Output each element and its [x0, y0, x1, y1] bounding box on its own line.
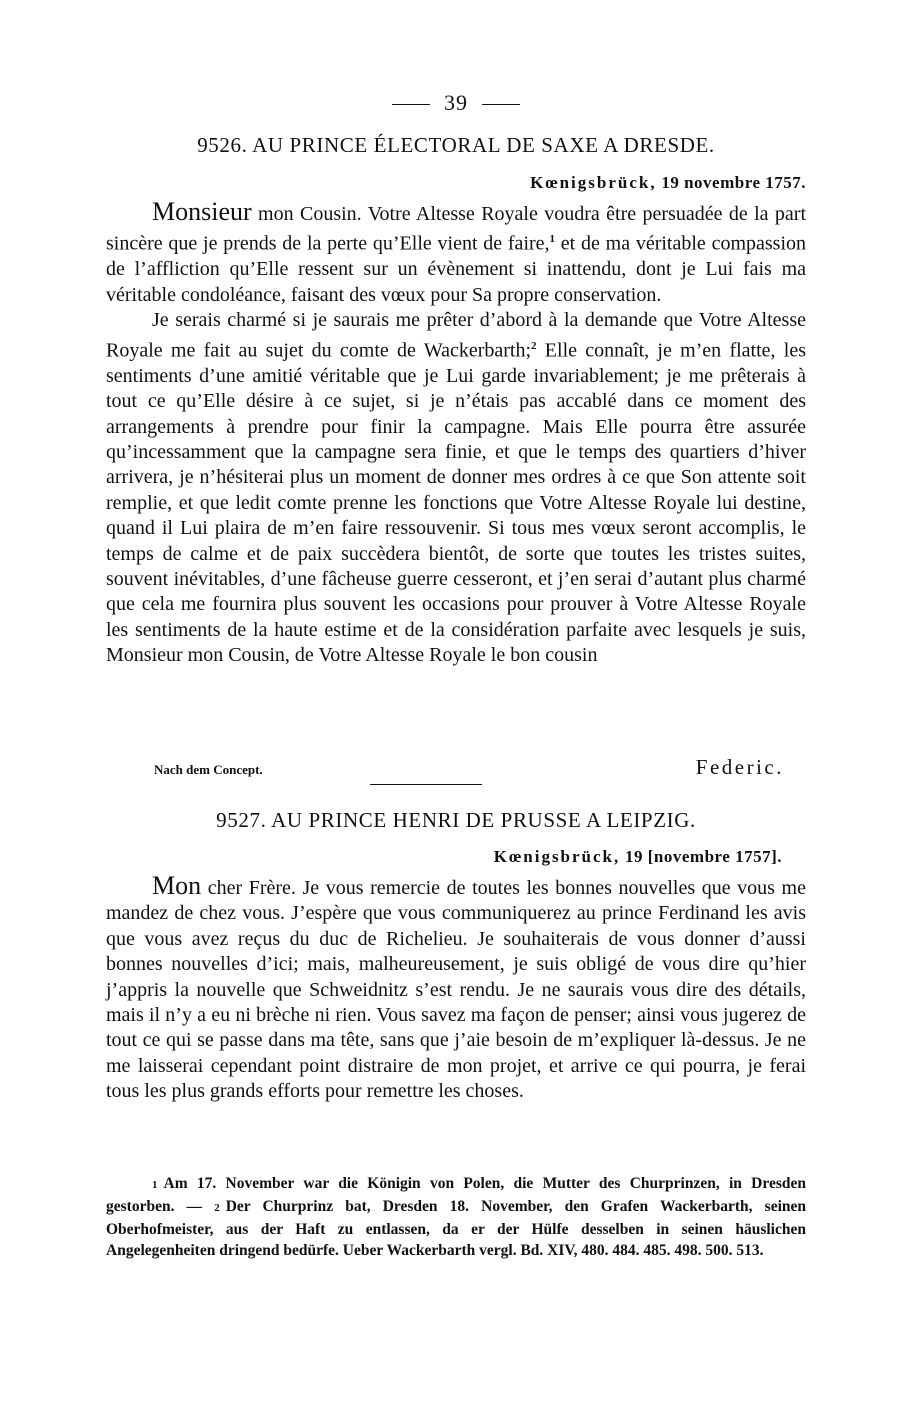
letter-9526-p1-end: et de ma véritable compassion de l’affliction qu’Elle ressent sur un évènement si inattendu, dont je Lui fais ma véritable condoléance, faisant des vœux pour Sa propre conservation.: [106, 233, 806, 306]
letter-9527-dateline: [494, 847, 782, 867]
letter-9526-p2-text: Je serais charmé si je saurais me prêter d’abord à la demande que Votre Altesse Royale me fait au sujet du comte de Wackerbarth;: [106, 309, 806, 362]
footnote-block: [106, 1173, 806, 1261]
letter-9526-p2-end: Elle connaît, je m’en flatte, les sentiments d’une amitié véritable que je Lui garde invariablement; je me prêterais à tout ce qu’Elle désire à ce sujet, si je n’étais pas accablé dans ce moment des arrangements à prendre pour finir la campagne. Mais Elle pourra être assurée qu’incessamment que la campagne sera finie, et que le temps des quartiers d’hiver arrivera, je n’hésiterai plus un moment de donner mes ordres à ce que Son attente soit remplie, et que ledit comte prenne les fonctions que Votre Altesse Royale lui destine, quand il Lui plaira de m’en faire ressouvenir. Si tous mes vœux seront accomplis, le temps de calme et de paix succèdera bientôt, de sorte que toutes les tristes suites, souvent inévitables, d’une fâcheuse guerre cesseront, et j’en serai d’autant plus charmé que cela me fournira plus souvent les occasions pour prouver à Votre Altesse Royale les sentiments de la haute estime et de la considération parfaite avec lesquels je suis, Monsieur mon Cousin, de Votre Altesse Royale le bon cousin: [106, 339, 806, 667]
folio-dash-left: [392, 104, 430, 105]
source-note: Nach dem Concept.: [154, 762, 263, 777]
letter-9526-salutation: Monsieur: [152, 197, 252, 226]
footnote-1-mark: 1: [152, 1179, 158, 1191]
letter-9526-paragraph-2: [106, 308, 806, 668]
letter-9526-body: [106, 199, 806, 669]
letter-9526-p1-text: mon Cousin. Votre Altesse Royale voudra être persuadée de la part sincère que je prends de la perte qu’Elle vient de faire,: [106, 203, 806, 256]
letter-9526-date: 19 novembre 1757.: [661, 173, 806, 192]
letter-9527-heading: 9527. AU PRINCE HENRI DE PRUSSE A LEIPZIG.: [216, 808, 696, 832]
letter-9527-p1-text: cher Frère. Je vous remercie de toutes les bonnes nouvelles que vous me mandez de chez vous. J’espère que vous communiquerez au prince Ferdinand les avis que vous avez reçus du duc de Richelieu. Je souhaiterais de vous donner d’aussi bonnes nouvelles d’ici; mais, malheureusement, je suis obligé de vous dire qu’hier j’appris la nouvelle que Schweidnitz s’est rendu. Je ne saurais vous dire des détails, mais il n’y a eu ni brèche ni rien. Vous savez ma façon de penser; ainsi vous jugerez de tout ce qui se passe dans ma tête, sans que j’aie besoin de m’expliquer là-dessus. Je ne me laisserai cependant point distraire de mon projet, et arrive ce qui pourra, je ferai tous les plus grands efforts pour remettre les choses.: [106, 877, 806, 1103]
footnote-2-mark: 2: [214, 1202, 220, 1214]
letter-9527-body: [106, 873, 806, 1105]
footnote-ref-1: 1: [549, 233, 556, 246]
footnotes: [106, 1173, 806, 1261]
section-divider: [370, 784, 482, 785]
letter-9527-date: 19 [novembre 1757].: [625, 847, 782, 866]
footnote-2-text: Der Churprinz bat, Dresden 18. November, den Grafen Wackerbarth, seinen Oberhofmeister, aus der Haft zu entlassen, da er der Hülfe desselben in seinen häuslichen Angelegenheiten dringend bedürfe. Ueber Wackerbarth vergl. Bd. XIV, 480. 484. 485. 498. 500. 513.: [106, 1198, 807, 1259]
page-number: [106, 90, 806, 116]
footnote-ref-2: 2: [531, 339, 537, 352]
letter-9527-paragraph-1: [106, 873, 806, 1105]
letter-9527-place: Kœnigsbrück,: [493, 847, 621, 866]
letter-9527-salutation: Mon: [152, 871, 202, 900]
letter-9526-paragraph-1: [106, 199, 806, 308]
letter-9526-heading: 9526. AU PRINCE ÉLECTORAL DE SAXE A DRESDE.: [197, 133, 715, 157]
signature: Federic.: [695, 755, 784, 779]
folio-dash-right: [482, 104, 520, 105]
footnote-1-text: Am 17. November war die Königin von Polen, die Mutter des Churprinzen, in Dresden gestorben. —: [106, 1175, 806, 1215]
page-number-text: 39: [444, 90, 468, 115]
letter-9526-place: Kœnigsbrück,: [530, 173, 657, 192]
letter-9526-dateline: [530, 173, 806, 193]
